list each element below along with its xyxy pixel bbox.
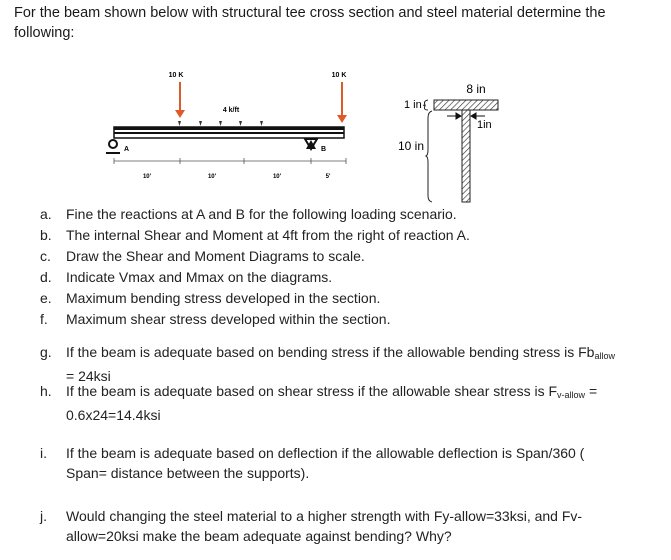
question-g [40,342,660,382]
question-g-text-2: = 24ksi [66,368,111,384]
beam-diagram [0,0,671,210]
question-c-label: c. [40,248,51,264]
question-i [40,443,660,483]
question-b-label: b. [40,227,52,243]
question-j-label: j. [40,508,47,524]
question-j-text-1: Would changing the steel material to a higher strength with Fy-allow=33ksi, and Fv- [66,508,583,524]
intro-line-1: For the beam shown below with structural tee cross section and steel material determine the [14,5,606,21]
tee-cross-section [434,100,498,202]
flange-width-label: 8 in [466,82,486,96]
beam [114,127,344,138]
point-load-right-label: 10 K [331,72,347,79]
span-label-1: 10' [142,174,152,180]
point-load-right [337,82,347,123]
question-h-subscript: v-allow [557,390,586,400]
support-a-label: A [124,146,130,153]
question-h-text-2: 0.6x24=14.4ksi [66,407,161,423]
web-depth-label: 10 in [398,139,425,153]
span-label-4: 5' [325,174,331,180]
question-e-label: e. [40,290,52,306]
question-e-text: Maximum bending stress developed in the section. [66,290,381,306]
question-c-text: Draw the Shear and Moment Diagrams to scale. [66,248,365,264]
question-d-text: Indicate Vmax and Mmax on the diagrams. [66,269,333,285]
support-b [305,139,317,149]
question-j-text-2: allow=20ksi make the beam adequate against bending? Why? [66,528,452,544]
question-i-label: i. [40,445,47,461]
point-load-left-label: 10 K [168,72,184,79]
question-h [40,381,660,421]
support-b-label: B [321,146,327,153]
span-label-2: 10' [207,174,217,180]
support-a [106,140,120,153]
question-g-label: g. [40,344,52,360]
intro-line-2: following: [14,25,75,41]
web-depth-brace [426,111,432,202]
question-g-subscript: allow [594,351,615,361]
question-j [40,506,660,546]
flange-thickness-label: 1 in [404,99,422,111]
question-i-text-1: If the beam is adequate based on deflection if the allowable deflection is Span/360 ( [66,445,585,461]
span-label-3: 10' [272,174,282,180]
question-f-text: Maximum shear stress developed within the section. [66,311,391,327]
question-h-label: h. [40,383,52,399]
question-i-text-2: Span= distance between the supports). [66,465,310,481]
distributed-load [178,121,263,126]
beam-figure [0,0,671,210]
question-h-text-1b: = [585,383,598,399]
point-load-left [175,82,185,118]
question-g-text-1: If the beam is adequate based on bending stress if the allowable bending stress is Fb [66,344,595,360]
question-f-label: f. [40,311,48,327]
question-a-text: Fine the reactions at A and B for the following loading scenario. [66,206,457,222]
question-h-text-1: If the beam is adequate based on shear stress if the allowable shear stress is F [66,383,558,399]
question-d-label: d. [40,269,52,285]
span-dimension-line [114,158,346,164]
web-thickness-label: 1in [477,119,492,131]
flange-thickness-brace [424,100,429,110]
question-a-label: a. [40,206,52,222]
question-b-text: The internal Shear and Moment at 4ft from the right of reaction A. [66,227,470,243]
distributed-load-label: 4 k/ft [222,107,240,114]
